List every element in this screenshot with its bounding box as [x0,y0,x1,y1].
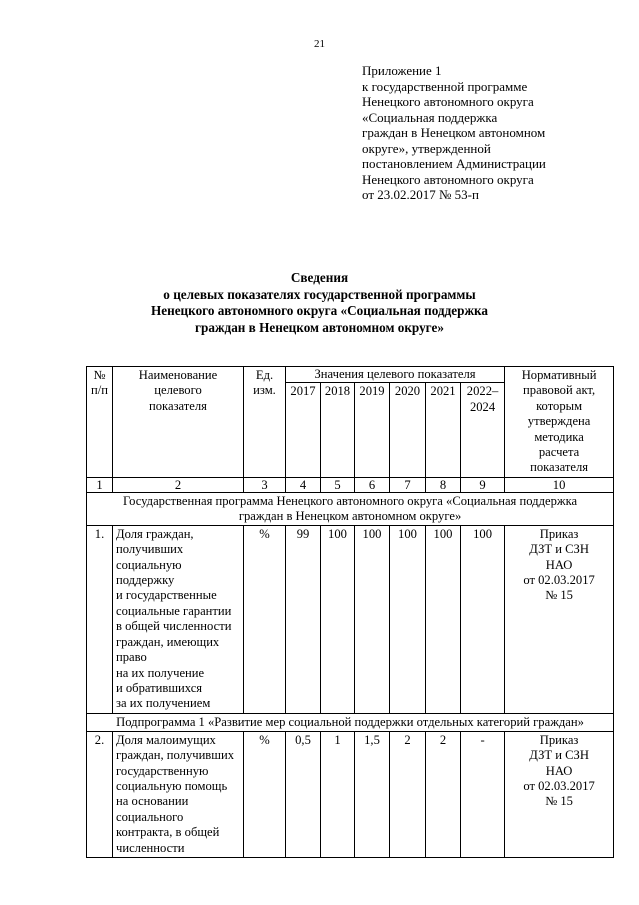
row-value: 100 [355,525,390,713]
row-value: 100 [321,525,355,713]
appendix-line: постановлением Администрации [362,156,546,171]
column-number: 5 [321,477,355,492]
header-values-group: Значения целевого показателя [286,367,505,383]
row-unit: % [244,525,286,713]
appendix-line: «Социальная поддержка [362,109,498,125]
appendix-line: Ненецкого автономного округа [362,94,534,109]
column-number: 1 [87,477,113,492]
header-year: 2022– 2024 [461,383,505,477]
row-num: 2. [87,731,113,857]
row-value: 99 [286,525,321,713]
row-value: 100 [426,525,461,713]
row-num: 1. [87,525,113,713]
row-value: - [461,731,505,857]
table-header-row [87,367,614,383]
row-value: 0,5 [286,731,321,857]
section-row [87,713,614,731]
row-unit: % [244,731,286,857]
row-value: 2 [426,731,461,857]
heading-line: Ненецкого автономного округа «Социальная поддержка [150,303,488,318]
appendix-block [362,63,602,203]
table-row [87,731,614,857]
column-number: 10 [505,477,614,492]
table-row [87,525,614,713]
column-numbers-row [87,477,614,492]
header-name: Наименование целевого показателя [113,367,244,478]
header-unit: Ед. изм. [244,367,286,478]
row-value: 100 [461,525,505,713]
heading-line: о целевых показателях государственной программы [163,286,476,302]
column-number: 4 [286,477,321,492]
row-name: Доля малоимущих граждан, получивших государственную социальную помощь на основании социального контракта, в общей численности [113,731,244,857]
section-row [87,492,614,525]
heading-line: Сведения [290,270,349,285]
document-heading [0,270,639,336]
row-norm: Приказ ДЗТ и СЗН НАО от 02.03.2017 № 15 [505,731,614,857]
column-number: 3 [244,477,286,492]
appendix-line: к государственной программе [362,78,528,94]
indicators-table [86,366,614,858]
heading-line: граждан в Ненецком автономном округе» [195,319,444,335]
header-year: 2018 [321,383,355,477]
header-norm: Нормативный правовой акт, которым утверждена методика расчета показателя [505,367,614,478]
column-number: 2 [113,477,244,492]
row-norm: Приказ ДЗТ и СЗН НАО от 02.03.2017 № 15 [505,525,614,713]
section-title: Государственная программа Ненецкого автономного округа «Социальная поддержка граждан в Ненецком автономном округе» [87,492,614,525]
row-value: 2 [390,731,426,857]
appendix-line: граждан в Ненецком автономном [362,125,546,140]
header-year: 2021 [426,383,461,477]
appendix-line: округе», утвержденной [362,140,491,156]
section-title: Подпрограмма 1 «Развитие мер социальной поддержки отдельных категорий граждан» [87,713,614,731]
column-number: 6 [355,477,390,492]
page-number: 21 [314,38,325,50]
header-year: 2020 [390,383,426,477]
column-number: 8 [426,477,461,492]
column-number: 9 [461,477,505,492]
row-value: 1 [321,731,355,857]
row-value: 1,5 [355,731,390,857]
row-value: 100 [390,525,426,713]
appendix-line: Ненецкого автономного округа [362,171,534,187]
column-number: 7 [390,477,426,492]
appendix-line: от 23.02.2017 № 53-п [362,187,479,202]
header-year: 2017 [286,383,321,477]
header-num: № п/п [87,367,113,478]
header-year: 2019 [355,383,390,477]
row-name: Доля граждан, получивших социальную поддержку и государственные социальные гарантии в общей численности граждан, имеющих право на их получение и обратившихся за их получением [113,525,244,713]
appendix-line: Приложение 1 [362,63,442,78]
